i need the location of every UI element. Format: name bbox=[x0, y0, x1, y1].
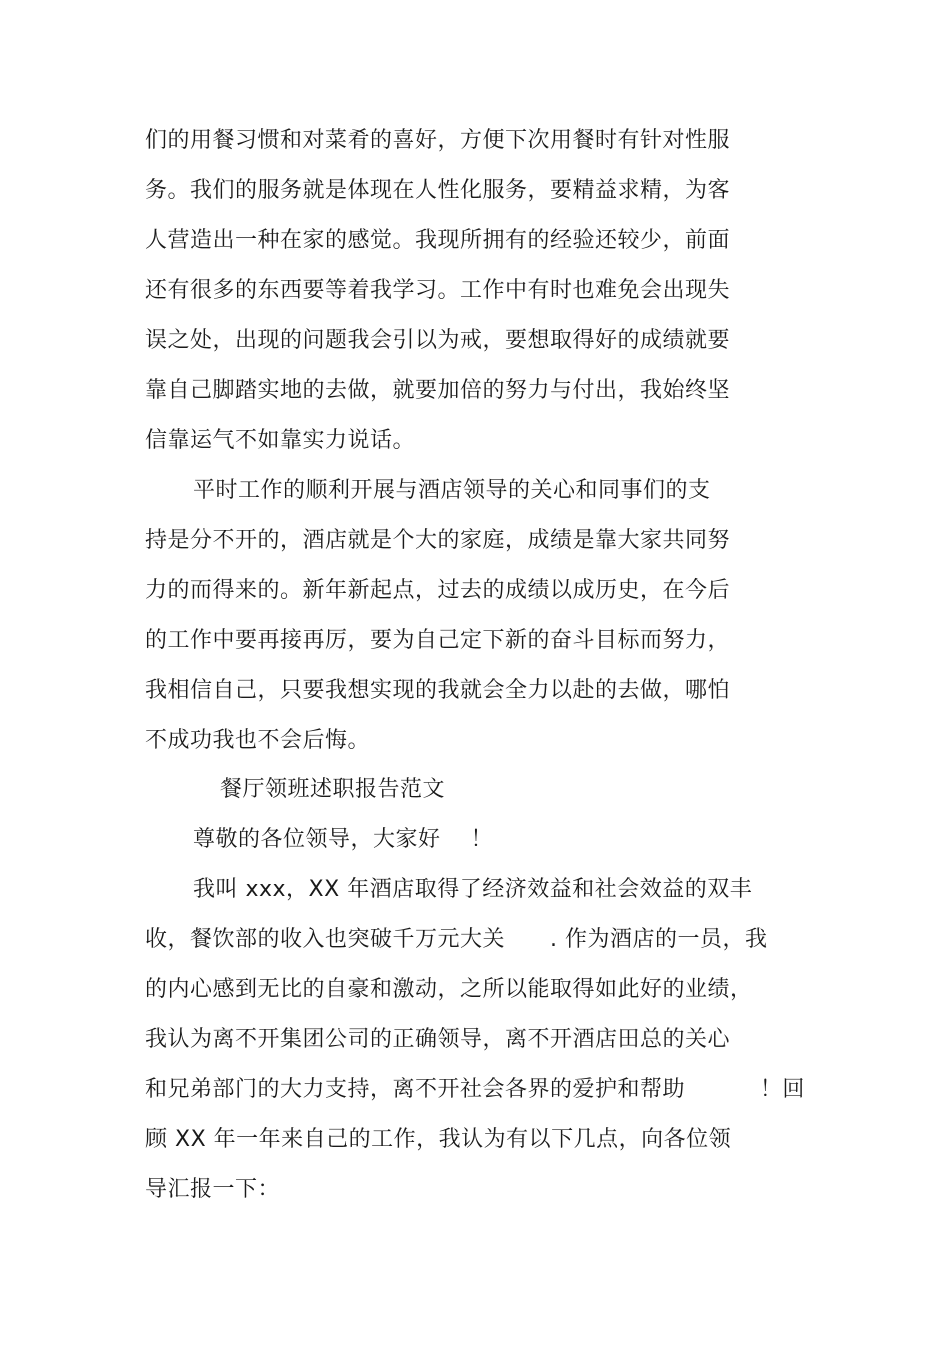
greeting: 尊敬的各位领导，大家好 ！ bbox=[193, 827, 493, 852]
paragraph-line: 我相信自己，只要我想实现的我就会全力以赴的去做，哪怕 bbox=[145, 678, 731, 703]
paragraph-line: 导汇报一下： bbox=[145, 1177, 281, 1202]
paragraph-line: 信靠运气不如靠实力说话。 bbox=[145, 428, 416, 453]
document-title: 餐厅领班述职报告范文 bbox=[220, 777, 446, 802]
paragraph-line: 靠自己脚踏实地的去做，就要加倍的努力与付出，我始终坚 bbox=[145, 378, 731, 403]
paragraph-line: 的工作中要再接再厉，要为自己定下新的奋斗目标而努力， bbox=[145, 628, 731, 653]
paragraph-line: 收，餐饮部的收入也突破千万元大关 . 作为酒店的一员，我 bbox=[145, 927, 768, 952]
paragraph-line: 不成功我也不会后悔。 bbox=[145, 728, 371, 753]
paragraph-line: 平时工作的顺利开展与酒店领导的关心和同事们的支 bbox=[193, 478, 711, 503]
paragraph-line: 的内心感到无比的自豪和激动，之所以能取得如此好的业绩， bbox=[145, 977, 753, 1002]
paragraph-line: 务。我们的服务就是体现在人性化服务，要精益求精，为客 bbox=[145, 178, 731, 203]
paragraph-line: 持是分不开的，酒店就是个大的家庭，成绩是靠大家共同努 bbox=[145, 528, 731, 553]
paragraph-line: 和兄弟部门的大力支持，离不开社会各界的爱护和帮助 ！回 bbox=[145, 1077, 805, 1102]
paragraph-line: 顾 XX 年一年来自己的工作，我认为有以下几点，向各位领 bbox=[145, 1127, 732, 1152]
paragraph-line: 们的用餐习惯和对菜肴的喜好，方便下次用餐时有针对性服 bbox=[145, 128, 731, 153]
paragraph-line: 力的而得来的。新年新起点，过去的成绩以成历史，在今后 bbox=[145, 578, 731, 603]
paragraph-line: 还有很多的东西要等着我学习。工作中有时也难免会出现失 bbox=[145, 278, 731, 303]
paragraph-line: 人营造出一种在家的感觉。我现所拥有的经验还较少，前面 bbox=[145, 228, 731, 253]
paragraph-line: 误之处，出现的问题我会引以为戒，要想取得好的成绩就要 bbox=[145, 328, 731, 353]
paragraph-line: 我叫 xxx，XX 年酒店取得了经济效益和社会效益的双丰 bbox=[193, 877, 753, 902]
paragraph-line: 我认为离不开集团公司的正确领导，离不开酒店田总的关心 bbox=[145, 1027, 731, 1052]
